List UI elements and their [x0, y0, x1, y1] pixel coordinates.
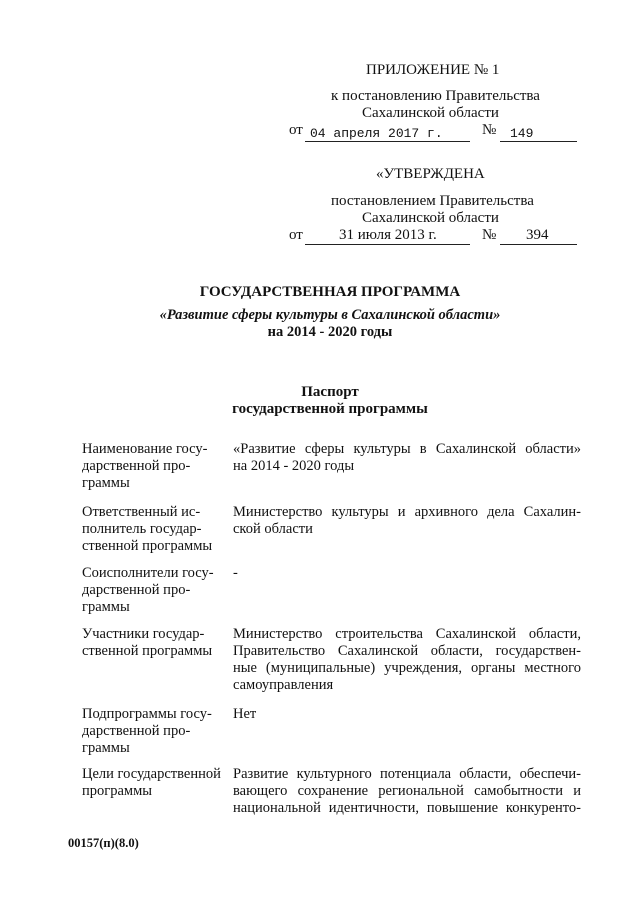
row-value-line: ской области	[233, 521, 313, 537]
row-label-name	[82, 441, 228, 492]
row-label-line: граммы	[82, 475, 130, 491]
appendix-date: 04 апреля 2017 г.	[310, 126, 443, 141]
row-value-line: национальной идентичности, повышение конкуренто-	[233, 800, 581, 816]
row-value-line: -	[233, 565, 238, 581]
appendix-line-2: Сахалинской области	[362, 105, 499, 121]
row-label-line: Цели государственной	[82, 766, 221, 782]
appendix-date-underline	[305, 141, 470, 142]
program-name: «Развитие сферы культуры в Сахалинской области»	[159, 307, 501, 323]
row-label-subprograms	[82, 706, 228, 757]
program-heading: ГОСУДАРСТВЕННАЯ ПРОГРАММА	[199, 284, 461, 300]
appendix-title: ПРИЛОЖЕНИЕ № 1	[366, 62, 500, 78]
row-label-line: Подпрограммы госу-	[82, 706, 212, 722]
row-label-line: ственной программы	[82, 538, 213, 554]
approved-from-label: от	[289, 227, 303, 243]
approved-line-2: Сахалинской области	[362, 210, 499, 226]
row-value-responsible	[233, 504, 581, 538]
row-label-goals	[82, 766, 228, 800]
row-label-line: граммы	[82, 740, 130, 756]
row-value-line: Развитие культурного потенциала области, обеспечи-	[233, 766, 581, 782]
row-label-line: дарственной про-	[82, 582, 191, 598]
row-value-line: Министерство строительства Сахалинской области,	[233, 626, 581, 642]
approved-number-underline	[500, 244, 577, 245]
appendix-number-underline	[500, 141, 577, 142]
passport-subtitle: государственной программы	[232, 401, 428, 417]
row-value-participants	[233, 626, 581, 694]
row-label-line: дарственной про-	[82, 723, 191, 739]
row-value-line: Правительство Сахалинской области, государствен-	[233, 643, 581, 659]
row-label-line: дарственной про-	[82, 458, 191, 474]
row-value-line: самоуправления	[233, 677, 334, 693]
row-label-line: программы	[82, 783, 152, 799]
appendix-number-label: №	[482, 122, 497, 138]
footer-code: 00157(п)(8.0)	[68, 836, 139, 850]
row-value-line: на 2014 - 2020 годы	[233, 458, 355, 474]
appendix-number: 149	[510, 126, 534, 141]
appendix-line-1: к постановлению Правительства	[331, 88, 540, 104]
approved-date-underline	[305, 244, 470, 245]
approved-number-label: №	[482, 227, 497, 243]
row-label-line: граммы	[82, 599, 130, 615]
approved-title: «УТВЕРЖДЕНА	[376, 166, 485, 182]
passport-title: Паспорт	[301, 384, 359, 400]
row-label-line: полнитель государ-	[82, 521, 202, 537]
row-value-line: Нет	[233, 706, 257, 722]
row-value-line: ные (муниципальные) учреждения, органы местного	[233, 660, 581, 676]
row-label-line: Наименование госу-	[82, 441, 208, 457]
approved-line-1: постановлением Правительства	[331, 193, 534, 209]
row-value-line: «Развитие сферы культуры в Сахалинской области»	[233, 441, 581, 457]
program-years: на 2014 - 2020 годы	[267, 324, 393, 340]
row-label-line: Участники государ-	[82, 626, 205, 642]
row-value-name	[233, 441, 581, 475]
row-label-line: Соисполнители госу-	[82, 565, 214, 581]
approved-number: 394	[526, 227, 549, 243]
row-value-line: Министерство культуры и архивного дела Сахалин-	[233, 504, 581, 520]
row-value-subprograms	[233, 706, 581, 723]
row-value-goals	[233, 766, 581, 817]
approved-date: 31 июля 2013 г.	[339, 227, 437, 243]
row-label-line: Ответственный ис-	[82, 504, 201, 520]
row-value-line: вающего сохранение региональной самобытности и	[233, 783, 581, 799]
row-label-participants	[82, 626, 228, 660]
row-value-coexecutors	[233, 565, 581, 582]
row-label-line: ственной программы	[82, 643, 213, 659]
appendix-from-label: от	[289, 122, 303, 138]
row-label-responsible	[82, 504, 228, 555]
row-label-coexecutors	[82, 565, 228, 616]
